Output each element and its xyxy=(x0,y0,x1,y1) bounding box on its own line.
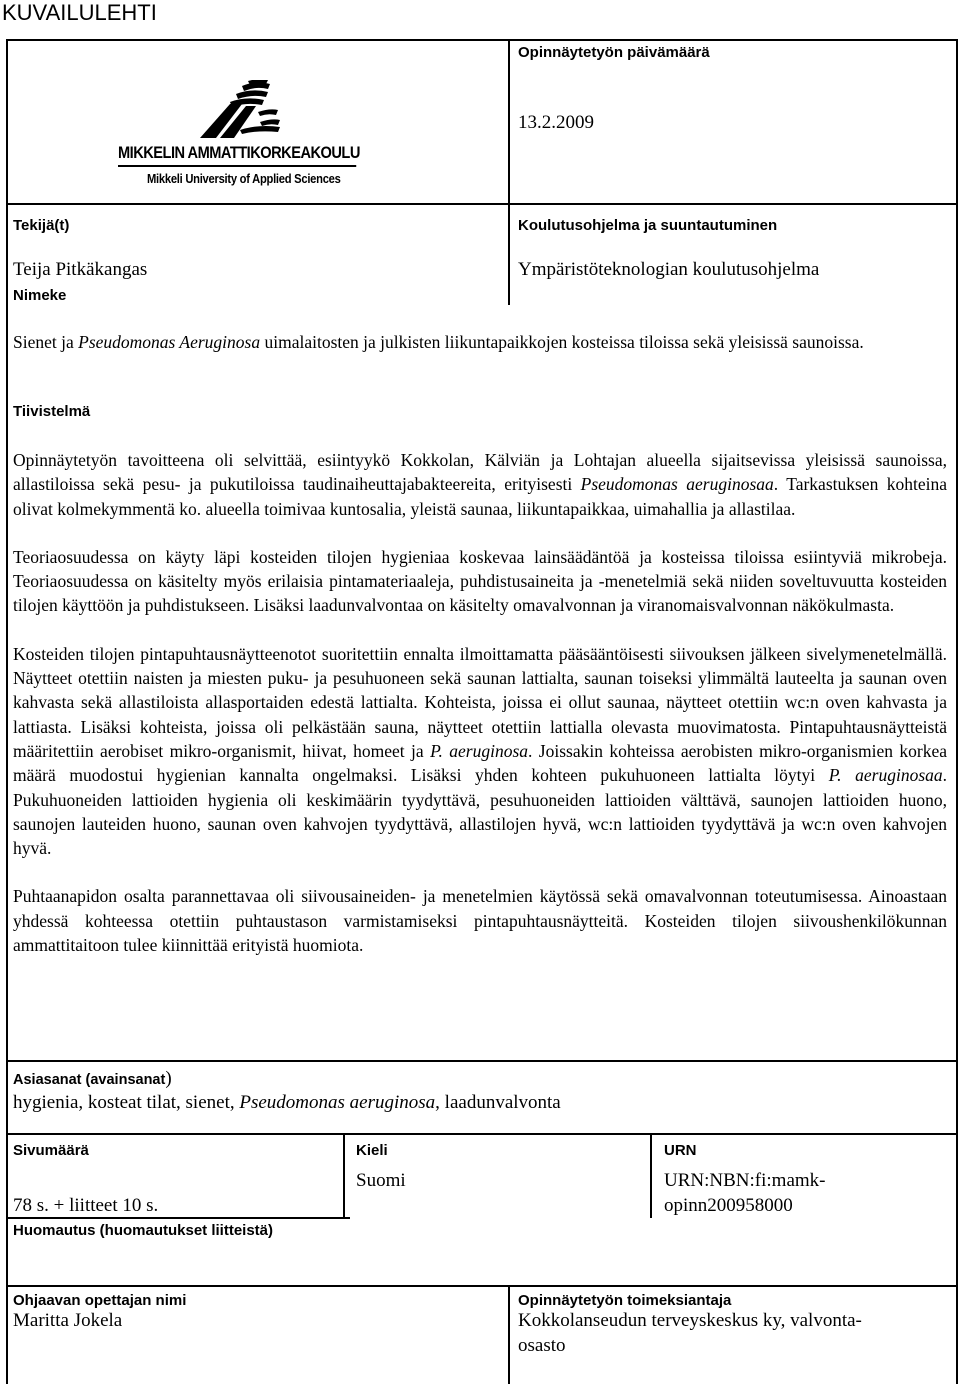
commissioner-label: Opinnäytetyön toimeksiantaja xyxy=(518,1292,732,1309)
keywords-top-divider xyxy=(6,1060,958,1062)
school-name: MIKKELIN AMMATTIKORKEAKOULU xyxy=(118,143,356,167)
program-value: Ympäristöteknologian koulutusohjelma xyxy=(518,259,820,280)
author-value: Teija Pitkäkangas xyxy=(13,259,148,280)
header-divider xyxy=(508,39,510,305)
date-value: 13.2.2009 xyxy=(518,112,594,133)
remarks-label: Huomautus (huomautukset liitteistä) xyxy=(13,1222,274,1239)
header-row-divider xyxy=(6,203,958,205)
urn-value-line-1: URN:NBN:fi:mamk- xyxy=(664,1170,826,1191)
keywords-value-species: Pseudomonas aeruginosa xyxy=(239,1092,436,1113)
meta-divider-2 xyxy=(650,1133,652,1218)
keywords-value xyxy=(13,1092,561,1114)
urn-label: URN xyxy=(664,1142,697,1159)
abstract-p3-species-2: P. aeruginosaa xyxy=(828,765,943,786)
abstract-p3-text-a: Kosteiden tilojen pintapuhtausnäytteenotot suoritettiin ennalta ilmoittamatta pääsääntöisesti siivouksen jälkeen sivelymenetelmällä. Näytteet otettiin naisten ja miesten puku- ja pesuhuoneen sekä saunan lattialta, saunan toiseksi ylimmältä lauteelta ja saunan oven kahvasta sekä allastiloista allasportaiden edestä lattialta. Kohteista, joissa ei ollut saunaa, näytteet otettiin wc:n oven kahvasta ja lattiasta. Lisäksi kohteista, joissa oli pelkästään sauna, näytteet otettiin lattialla olevasta muovimatosta. Pintapuhtausnäytteistä määritettiin aerobiset mikro-organismit, hiivat, homeet ja xyxy=(13,643,947,761)
keywords-label-text: Asiasanat (avainsanat xyxy=(13,1072,166,1088)
abstract-paragraph-3 xyxy=(13,642,947,861)
abstract-p1-species: Pseudomonas aeruginosaa xyxy=(580,474,774,495)
date-label: Opinnäytetyön päivämäärä xyxy=(518,44,710,61)
abstract-p3-species-1: P. aeruginosa xyxy=(430,740,529,761)
school-logo-emblem xyxy=(118,80,358,142)
page-title: KUVAILULEHTI xyxy=(2,0,157,25)
abstract-body xyxy=(13,448,947,957)
urn-value-line-2: opinn200958000 xyxy=(664,1195,793,1216)
keywords-label xyxy=(13,1068,172,1090)
meta-mid-divider xyxy=(6,1217,350,1219)
supervisor-top-divider xyxy=(6,1285,958,1287)
table-border-right xyxy=(956,39,958,1384)
school-logo xyxy=(118,80,358,190)
commissioner-value-line-2: osasto xyxy=(518,1335,566,1356)
abstract-p1-text-b: . Tarkastuksen kohteina olivat kolmekymmentä ko. alueella toimivaa kuntosalia, yleistä saunaa, liikuntapaikkaa, uimahallia ja allastilaa. xyxy=(13,474,947,519)
abstract-p3-text-c: . Pukuhuoneiden lattioiden hygienia oli keskimäärin tyydyttävä, pesuhuoneiden lattioiden välttävä, saunojen lattioiden huono, saunojen lauteiden huono, saunan oven kahvojen tyydyttävä, allastilojen hyvä, wc:n lattioiden tyydyttävä ja wc:n oven kahvojen hyvä. xyxy=(13,765,948,859)
commissioner-value-line-1: Kokkolanseudun terveyskeskus ky, valvonta- xyxy=(518,1310,862,1331)
abstract-paragraph-4: Puhtaanapidon osalta parannettavaa oli siivousaineiden- ja menetelmien käytössä sekä omavalvonnan toteutumisessa. Ainoastaan yhdessä kohteessa otettiin puhtaustason varmistamiseksi pintapuhtausnäytteitä. Kosteiden tilojen siivoushenkilökunnan ammattitaitoon tulee kiinnittää erityistä huomiota. xyxy=(13,886,947,956)
meta-divider-1 xyxy=(343,1133,345,1218)
keywords-value-pre: hygienia, kosteat tilat, sienet, xyxy=(13,1092,240,1113)
keywords-label-paren: ) xyxy=(165,1068,172,1089)
meta-top-divider xyxy=(6,1133,958,1135)
program-label: Koulutusohjelma ja suuntautuminen xyxy=(518,217,778,234)
table-border-left xyxy=(6,39,8,1384)
supervisor-label: Ohjaavan opettajan nimi xyxy=(13,1292,187,1309)
pages-label: Sivumäärä xyxy=(13,1142,89,1159)
language-label: Kieli xyxy=(356,1142,388,1159)
abstract-paragraph-1 xyxy=(13,448,947,521)
abstract-p3-text-b: . Joissakin kohteissa aerobisten mikro-organismien korkea määrä muodostui hygienian kannalta ongelmaksi. Lisäksi yhden kohteen pukuhuoneen lattialta löytyi xyxy=(13,740,947,786)
abstract-paragraph-2: Teoriaosuudessa on käyty läpi kosteiden tilojen hygieniaa koskevaa lainsäädäntöä ja kosteissa tiloissa esiintyviä mikrobeja. Teoriaosuudessa on käsitelty myös erilaisia pintamateriaaleja, puhdistusaineita ja -menetelmiä sekä niiden soveltuvuutta kosteiden tilojen käyttöön ja puhdistukseen. Lisäksi laadunvalvontaa on käsitelty omavalvonnan ja viranomaisvalvonnan näkökulmasta. xyxy=(13,546,947,616)
keywords-value-post: , laadunvalvonta xyxy=(435,1092,561,1113)
supervisor-value: Maritta Jokela xyxy=(13,1310,123,1331)
school-subtitle: Mikkeli University of Applied Sciences xyxy=(147,171,341,186)
abstract-label: Tiivistelmä xyxy=(13,403,91,420)
language-value: Suomi xyxy=(356,1170,406,1191)
thesis-title xyxy=(13,330,946,354)
name-label: Nimeke xyxy=(13,287,67,304)
table-border-top xyxy=(6,39,958,41)
supervisor-divider xyxy=(508,1285,510,1384)
thesis-title-species: Pseudomonas Aeruginosa xyxy=(78,332,261,352)
thesis-title-pre: Sienet ja xyxy=(13,332,79,352)
author-label: Tekijä(t) xyxy=(13,217,70,234)
thesis-title-post: uimalaitosten ja julkisten liikuntapaikkojen kosteissa tiloissa sekä yleisissä saunoissa. xyxy=(260,332,864,352)
pages-value: 78 s. + liitteet 10 s. xyxy=(13,1195,159,1216)
abstract-p1-text-a: Opinnäytetyön tavoitteena oli selvittää, esiintyykö Kokkolan, Kälviän ja Lohtajan alueella sijaitsevissa yleisissä saunoissa, allastiloissa sekä pesu- ja pukutiloissa taudinaiheuttajabakteereita, erityisesti xyxy=(13,450,947,495)
